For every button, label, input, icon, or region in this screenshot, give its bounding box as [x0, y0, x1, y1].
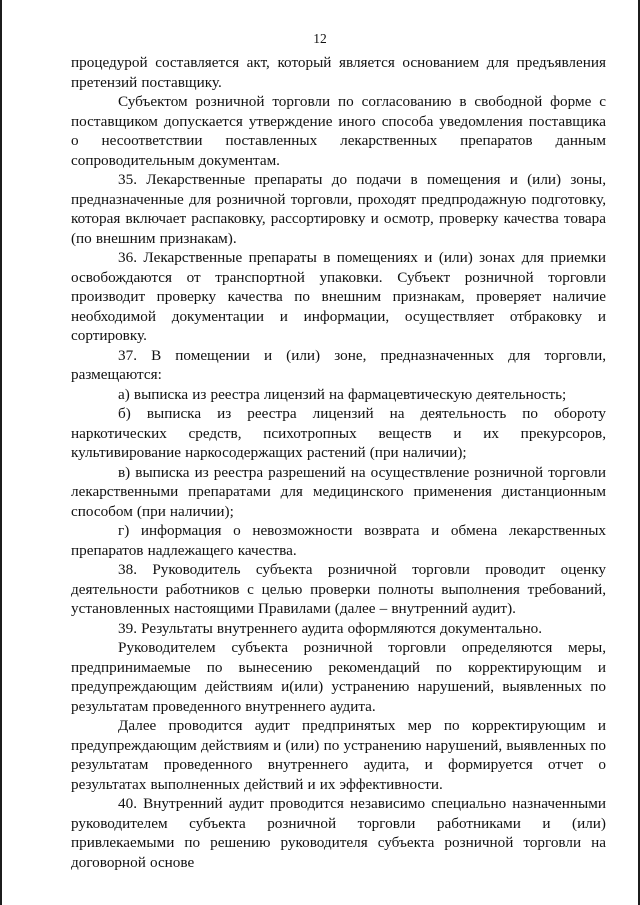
paragraph-37-a: а) выписка из реестра лицензий на фармацевтическую деятельность;	[118, 385, 567, 403]
paragraph-37: 37. В помещении и (или) зоне, предназначенных для торговли, размещаются:	[71, 346, 606, 383]
paragraph-38: 38. Руководитель субъекта розничной торговли проводит оценку деятельности работников с целью проверки полноты выполнения требований, установленных настоящими Правилами (далее – внутренний аудит).	[71, 561, 606, 617]
paragraph-39: 39. Результаты внутреннего аудита оформляются документально.	[118, 619, 543, 637]
scan-edge-left	[0, 0, 2, 905]
paragraph-35: 35. Лекарственные препараты до подачи в помещения и (или) зоны, предназначенные для розничной торговли, проходят предпродажную подготовку, которая включает распаковку, рассортировку и осмотр, проверку качества товара (по внешним признакам).	[71, 171, 606, 247]
paragraph-40: 40. Внутренний аудит проводится независимо специально назначенными руководителем субъекта розничной торговли работниками и (или) привлекаемыми по решению руководителя субъекта розничной торговли на договорной основе	[71, 795, 606, 871]
paragraph-37-g: г) информация о невозможности возврата и обмена лекарственных препаратов надлежащего качества.	[71, 522, 606, 559]
paragraph-audit-measures: Руководителем субъекта розничной торговли определяются меры, предпринимаемые по вынесению рекомендаций по корректирующим и предупреждающим действиям и(или) устранению нарушений, выявленных по результатам проведенного внутреннего аудита.	[71, 639, 606, 715]
page-number: 12	[313, 31, 327, 46]
paragraph-37-v: в) выписка из реестра разрешений на осуществление розничной торговли лекарственными препаратами для медицинского применения дистанционным способом (при наличии);	[71, 463, 606, 520]
paragraph-audit-followup: Далее проводится аудит предпринятых мер по корректирующим и предупреждающим действиям и (или) по устранению нарушений, выявленных по результатам проведенного внутреннего аудита, и формируется отчет о результатах выполненных действий и их эффективности.	[71, 717, 606, 793]
paragraph-37-b: б) выписка из реестра лицензий на деятельность по обороту наркотических средств, психотропных веществ и их прекурсоров, культивирование наркосодержащих растений (при наличии);	[71, 405, 606, 461]
paragraph-36: 36. Лекарственные препараты в помещениях и (или) зонах для приемки освобождаются от транспортной упаковки. Субъект розничной торговли производит проверку качества по внешним признакам, проверяет наличие необходимой документации и информации, осуществляет отбраковку и сортировку.	[71, 249, 606, 344]
paragraph-notification-method: Субъектом розничной торговли по согласованию в свободной форме с поставщиком допускается утверждение иного способа уведомления поставщика о несоответствии поставленных лекарственных препаратов данным сопроводительным документам.	[71, 93, 606, 169]
paragraph-act-continuation: процедурой составляется акт, который является основанием для предъявления претензий поставщику.	[71, 54, 606, 91]
document-body	[71, 53, 606, 872]
